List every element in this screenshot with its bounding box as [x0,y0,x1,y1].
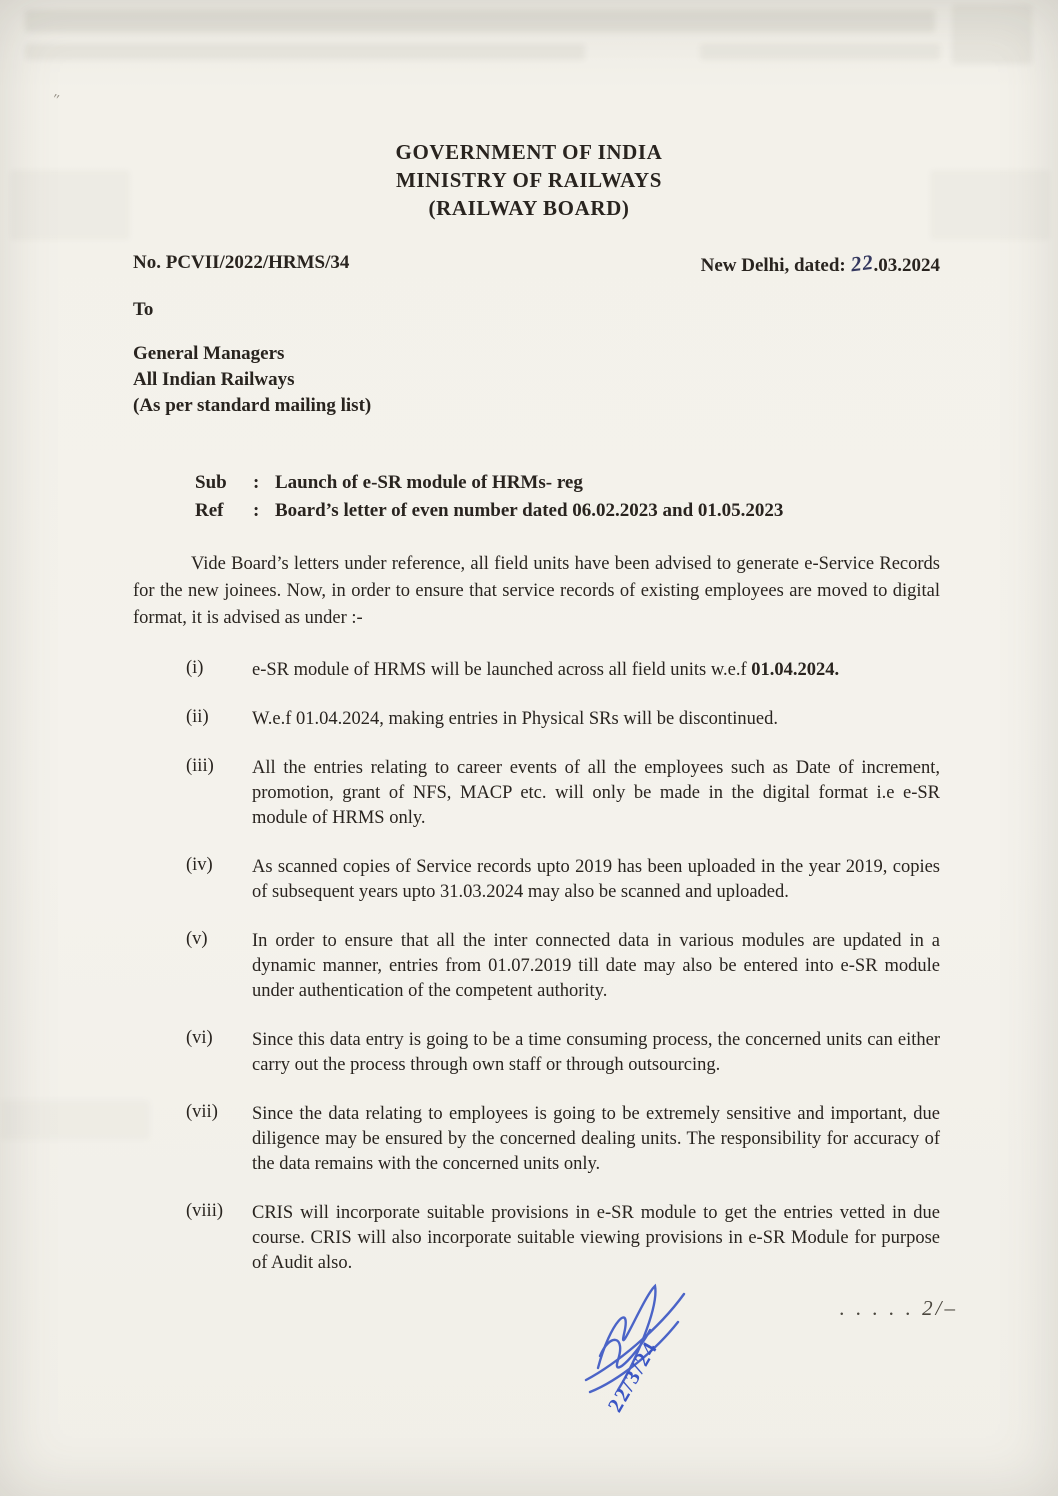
list-item [186,929,940,1004]
subject-text: Launch of e-SR module of HRMs- reg [275,472,583,493]
item-text-plain: CRIS will incorporate suitable provisions in e-SR module to get the entries vetted in due course. CRIS will also incorporate suitable viewing provisions in e-SR Module for purpose of Audit also. [252,1203,940,1273]
item-number: (v) [186,929,208,949]
subject-row [195,469,1058,497]
page-continuation-marker: . . . . . 2/– [839,1296,958,1320]
list-item [186,1102,940,1177]
date-rest: .03.2024 [873,255,940,276]
item-text [252,855,940,905]
ref-label: Ref [195,500,224,521]
item-text [252,707,940,732]
scan-speck: ʺ [49,91,61,109]
item-text-plain: W.e.f 01.04.2024, making entries in Physical SRs will be discontinued. [252,709,779,729]
item-text-plain: As scanned copies of Service records upto 2019 has been uploaded in the year 2019, copies of subsequent years upto 31.03.2024 may also be scanned and uploaded. [252,857,940,902]
date-label: New Delhi, dated: [700,255,846,276]
item-text-plain: e-SR module of HRMS will be launched across all field units w.e.f [252,660,752,680]
item-text-bold: 01.04.2024. [751,660,840,680]
handwritten-signature [560,1272,730,1462]
letterhead-line-3: (RAILWAY BOARD) [428,196,630,220]
letterhead-line-1: GOVERNMENT OF INDIA [395,140,663,164]
list-item [186,855,940,905]
letter-number: No. PCVII/2022/HRMS/34 [133,252,350,273]
ref-separator: : [253,500,260,521]
item-text [252,1201,940,1276]
item-text [252,929,940,1004]
signature-date: 22/3/24 [602,1336,663,1417]
item-number: (i) [186,658,204,678]
addressee-line: All Indian Railways [133,369,295,390]
letterhead-line-2: MINISTRY OF RAILWAYS [395,168,663,192]
addressee-line: (As per standard mailing list) [133,395,372,416]
numbered-list [186,658,940,1276]
list-item [186,756,940,831]
letterhead [0,0,1058,222]
list-item [186,1201,940,1276]
subject-reference-block [195,469,1058,525]
item-text [252,1102,940,1177]
subject-separator: : [253,472,260,493]
scan-bleed-artifact [0,1100,150,1140]
ref-text: Board’s letter of even number dated 06.02.2023 and 01.05.2023 [275,500,784,521]
item-text [252,658,940,683]
item-text [252,756,940,831]
addressee-block [133,341,1058,419]
item-number: (viii) [186,1201,223,1221]
place-and-date [700,249,940,277]
addressee-line: General Managers [133,343,285,364]
handwritten-day: 22 [848,249,875,277]
subject-label: Sub [195,472,227,493]
item-number: (iii) [186,756,214,776]
list-item [186,707,940,732]
intro-paragraph: Vide Board’s letters under reference, all field units have been advised to generate e-Service Records for the new joinees. Now, in order to ensure that service records of existing employees are moved to digital format, it is advised as under :- [133,554,940,628]
item-text-plain: All the entries relating to career events of all the employees such as Date of increment, promotion, grant of NFS, MACP etc. will only be made in the digital format i.e e-SR module of HRMS only. [252,758,940,828]
item-text-plain: In order to ensure that all the inter connected data in various modules are updated in a dynamic manner, entries from 01.07.2019 till date may also be entered into e-SR module under authentication of the competent authority. [252,931,940,1001]
item-number: (vii) [186,1102,218,1122]
item-text-plain: Since this data entry is going to be a time consuming process, the concerned units can either carry out the process through own staff or through outsourcing. [252,1030,940,1075]
item-number: (ii) [186,707,209,727]
item-number: (vi) [186,1028,213,1048]
reference-row [133,249,940,277]
item-text-plain: Since the data relating to employees is going to be extremely sensitive and important, due diligence may be ensured by the concerned dealing units. The responsibility for accuracy of the data remains with the concerned units only. [252,1104,940,1174]
list-item [186,658,940,683]
list-item [186,1028,940,1078]
item-text [252,1028,940,1078]
salutation-to: To [133,299,154,320]
ref-row [195,497,1058,525]
item-number: (iv) [186,855,213,875]
